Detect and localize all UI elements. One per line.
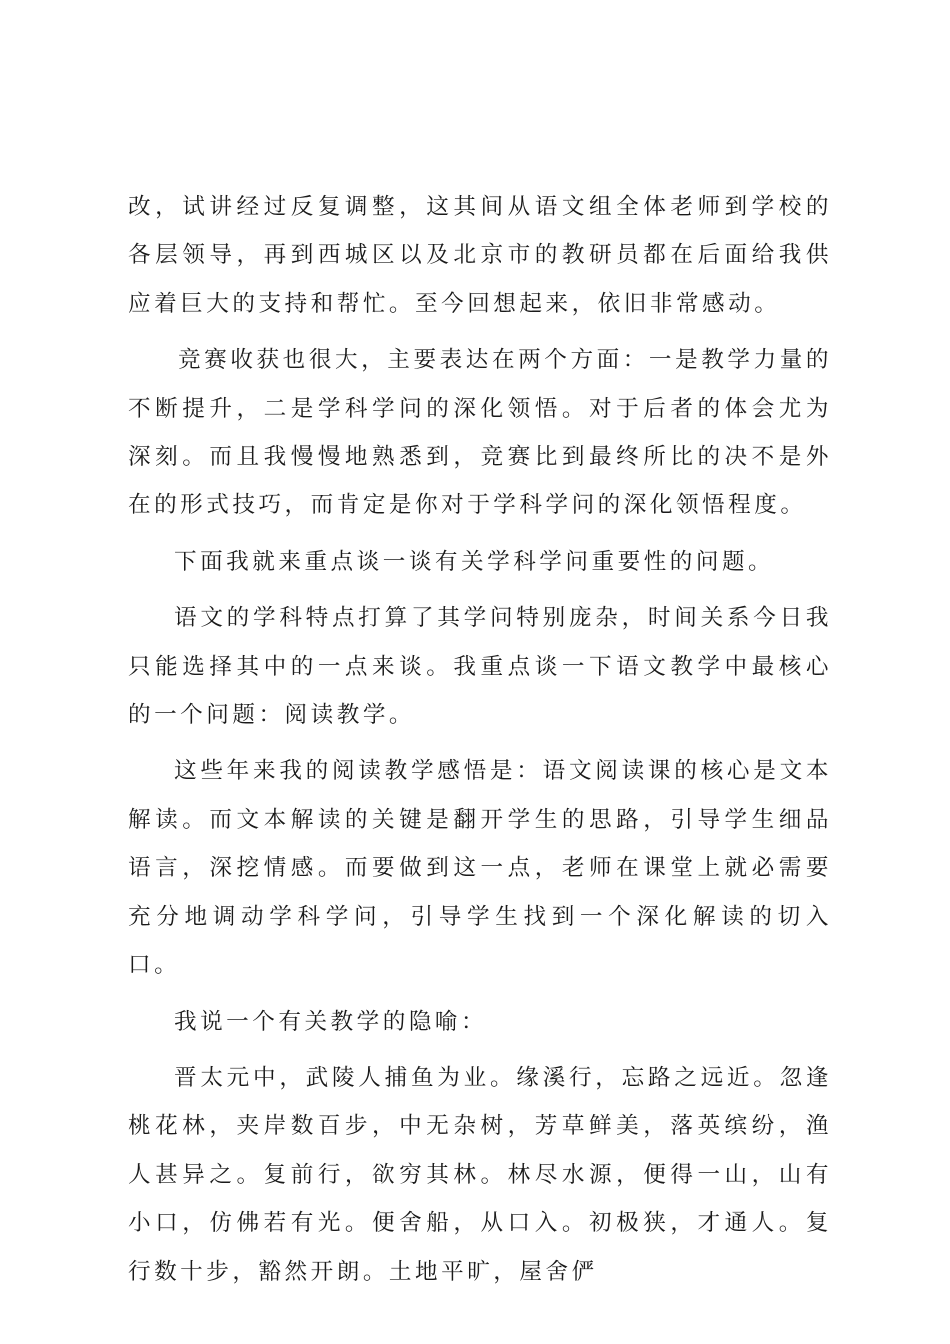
paragraph-2: 竞赛收获也很大，主要表达在两个方面：一是教学力量的不断提升，二是学科学问的深化领悟。对于后者的体会尤为深刻。而且我慢慢地熟悉到，竞赛比到最终所比的决不是外在的形式技巧，而肯定是你对于学科学问的深化领悟程度。 [128, 347, 832, 519]
document-body [128, 183, 832, 1304]
paragraph-4: 语文的学科特点打算了其学问特别庞杂，时间关系今日我只能选择其中的一点来谈。我重点谈一下语文教学中最核心的一个问题：阅读教学。 [128, 605, 832, 729]
paragraph-5: 这些年来我的阅读教学感悟是：语文阅读课的核心是文本解读。而文本解读的关键是翻开学生的思路，引导学生细品语言，深挖情感。而要做到这一点，老师在课堂上就必需要充分地调动学科学问，引导学生找到一个深化解读的切入口。 [128, 758, 832, 979]
paragraph-1: 改，试讲经过反复调整，这其间从语文组全体老师到学校的各层领导，再到西城区以及北京市的教研员都在后面给我供应着巨大的支持和帮忙。至今回想起来，依旧非常感动。 [128, 194, 832, 317]
paragraph-3: 下面我就来重点谈一谈有关学科学问重要性的问题。 [174, 548, 775, 575]
paragraph-7: 晋太元中，武陵人捕鱼为业。缘溪行，忘路之远近。忽逢桃花林，夹岸数百步，中无杂树，芳草鲜美，落英缤纷，渔人甚异之。复前行，欲穷其林。林尽水源，便得一山，山有小口，仿佛若有光。便舍船，从口入。初极狭，才通人。复行数十步，豁然开朗。土地平旷，屋舍俨 [128, 1064, 832, 1285]
paragraph-6: 我说一个有关教学的隐喻： [174, 1008, 488, 1035]
